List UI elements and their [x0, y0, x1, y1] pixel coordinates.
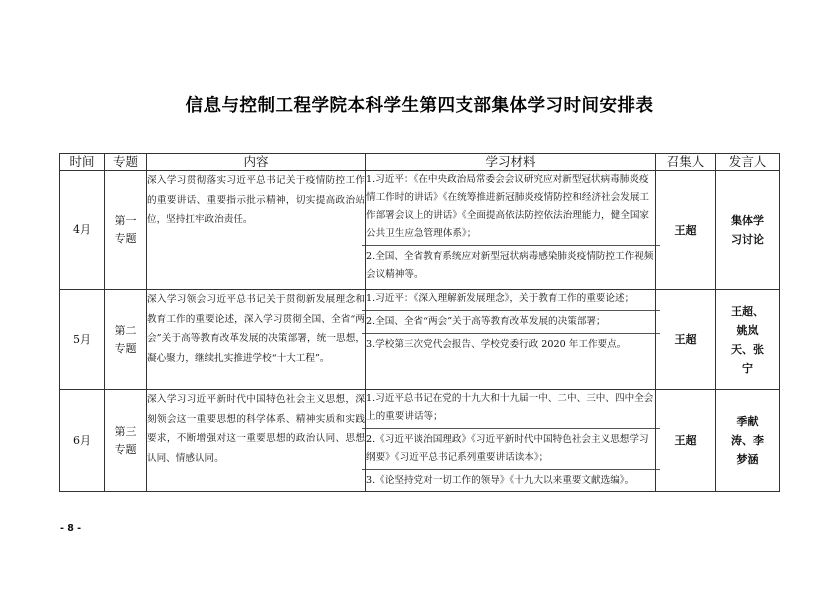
- table-header-row: [60, 154, 780, 171]
- material-item: 1.习近平：《深入理解新发展理念》，关于教育工作的重要论述；: [366, 293, 635, 304]
- page-number: - 8 -: [60, 523, 82, 534]
- table-row: [60, 390, 780, 492]
- row-time: 4月: [60, 171, 105, 290]
- divider: [362, 333, 660, 334]
- material-item: 3.《论坚持党对一切工作的领导》《十九大以来重要文献选编》。: [366, 475, 635, 486]
- row-content: 深入学习贯彻落实习近平总书记关于疫情防控工作的重要讲话、重要指示批示精神，切实提高政治站位，坚持扛牢政治责任。: [147, 171, 366, 290]
- divider: [362, 469, 660, 470]
- row-materials: [366, 290, 656, 390]
- material-item: 3.学校第三次党代会报告、学校党委行政 2020 年工作要点。: [366, 339, 627, 350]
- material-item: 1.习近平总书记在党的十九大和十九届一中、二中、三中、四中全会上的重要讲话等；: [366, 393, 654, 422]
- row-speaker: 集体学习讨论: [716, 171, 780, 290]
- row-convener: 王超: [656, 171, 716, 290]
- row-topic: 第三专题: [105, 390, 147, 492]
- header-convener: 召集人: [656, 154, 716, 171]
- row-content: 深入学习习近平新时代中国特色社会主义思想，深刻领会这一重要思想的科学体系、精神实质和实践要求，不断增强对这一重要思想的政治认同、思想认同、情感认同。: [147, 390, 366, 492]
- row-content: 深入学习领会习近平总书记关于贯彻新发展理念和教育工作的重要论述，深入学习贯彻全国、全省“两会”关于高等教育改革发展的决策部署，统一思想，凝心聚力，继续扎实推进学校“十大工程”。: [147, 290, 366, 390]
- header-speaker: 发言人: [716, 154, 780, 171]
- material-item: 2.全国、全省教育系统应对新型冠状病毒感染肺炎疫情防控工作视频会议精神等。: [366, 251, 654, 280]
- divider: [362, 310, 660, 311]
- header-content: 内容: [147, 154, 366, 171]
- header-materials: 学习材料: [366, 154, 656, 171]
- header-topic: 专题: [105, 154, 147, 171]
- table-row: [60, 171, 780, 290]
- row-time: 5月: [60, 290, 105, 390]
- row-convener: 王超: [656, 390, 716, 492]
- divider: [362, 428, 660, 429]
- material-item: 1.习近平：《在中央政治局常委会会议研究应对新型冠状病毒肺炎疫情工作时的讲话》《在统筹推进新冠肺炎疫情防控和经济社会发展工作部署会议上的讲话》《全面提高依法防控依法治理能力，健全国家公共卫生应急管理体系》；: [366, 174, 650, 239]
- row-materials: [366, 390, 656, 492]
- row-materials: [366, 171, 656, 290]
- row-time: 6月: [60, 390, 105, 492]
- row-speaker: 王超、姚岚天、张宁: [716, 290, 780, 390]
- schedule-table: [59, 153, 780, 492]
- material-item: 2.全国、全省“两会”关于高等教育改革发展的决策部署；: [366, 316, 606, 327]
- material-item: 2.《习近平谈治国理政》《习近平新时代中国特色社会主义思想学习纲要》《习近平总书记系列重要讲话读本》；: [366, 434, 649, 463]
- row-topic: 第二专题: [105, 290, 147, 390]
- row-speaker: 季献涛、李梦涵: [716, 390, 780, 492]
- divider: [362, 245, 660, 246]
- row-convener: 王超: [656, 290, 716, 390]
- page-title: 信息与控制工程学院本科学生第四支部集体学习时间安排表: [185, 96, 654, 116]
- header-time: 时间: [60, 154, 105, 171]
- table-row: [60, 290, 780, 390]
- row-topic: 第一专题: [105, 171, 147, 290]
